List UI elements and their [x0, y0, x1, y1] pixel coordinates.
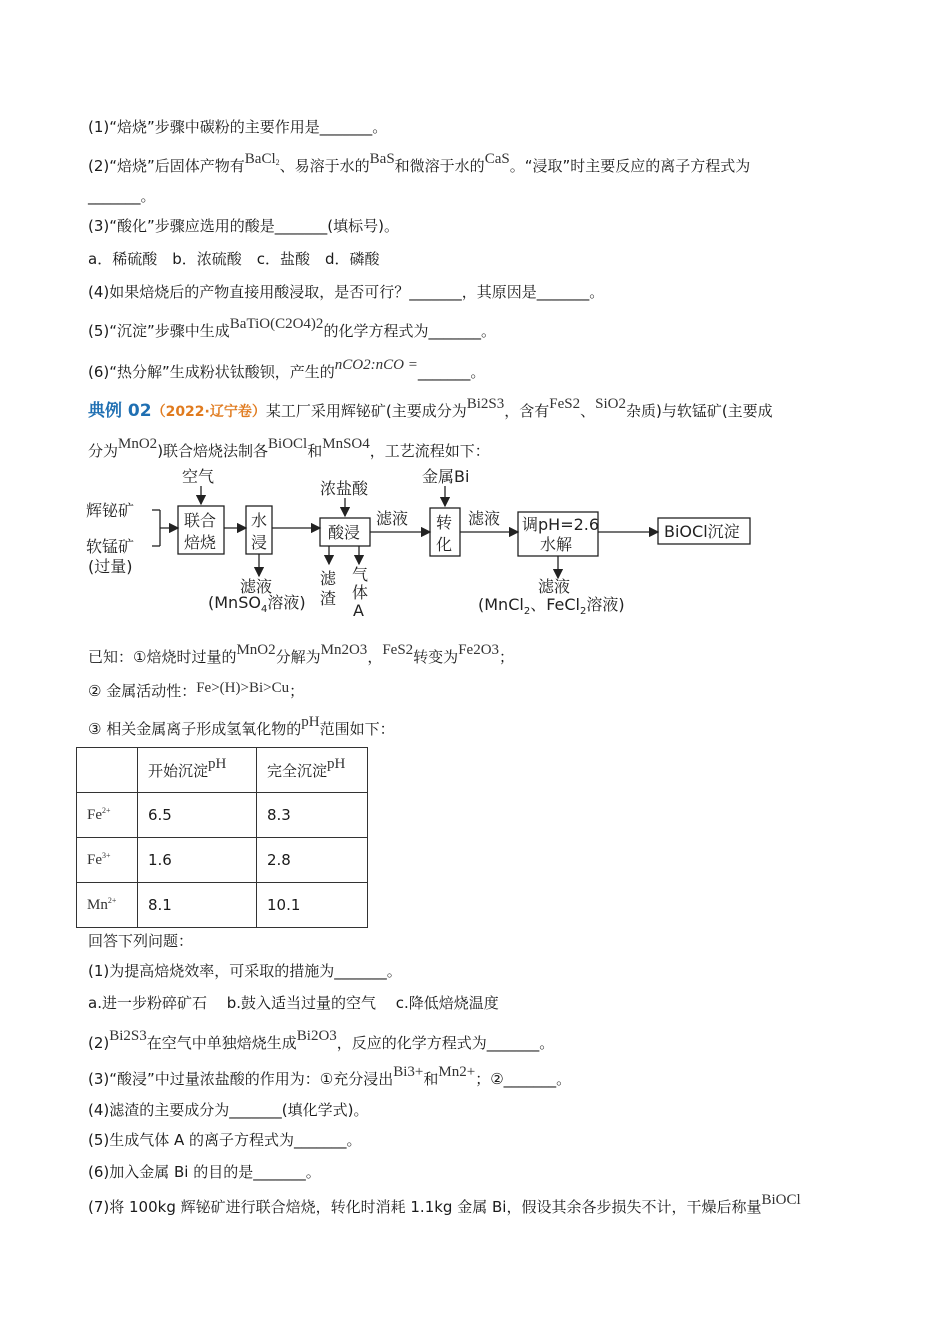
table-corner — [77, 748, 138, 793]
question-2: (2)“焙烧”后固体产物有BaCl$_2$、易溶于水的BaS和微溶于水的CaS。“浸取”时主要反应的离子方程式为 — [88, 151, 751, 175]
table-cell-end: 10.1 — [257, 883, 368, 928]
formula-fes2-b: FeS2 — [382, 642, 414, 658]
formula-bi3: Bi3+ — [393, 1064, 424, 1080]
formula-mnso4: MnSO4 — [322, 436, 370, 452]
question-3: (3)“酸化”步骤应选用的酸是_______(填标号)。 — [88, 217, 399, 235]
table-header-end: 完全沉淀pH — [257, 748, 368, 793]
q-7: (7)将 100kg 辉铋矿进行联合焙烧，转化时消耗 1.1kg 金属 Bi，假设其余各步损失不计，干燥后称量BiOCl — [88, 1192, 801, 1216]
question-2-blank: _______。 — [88, 187, 156, 205]
q-1-options: a.进一步粉碎矿石 b.鼓入适当过量的空气 c.降低焙烧温度 — [88, 994, 499, 1012]
flow-filtrate-3-formula: (MnCl$_2$、FeCl$_2$溶液) — [478, 595, 625, 617]
q-6: (6)加入金属 Bi 的目的是_______。 — [88, 1163, 321, 1181]
flow-filtrate-1: 滤液 — [240, 577, 273, 596]
question-6: (6)“热分解”生成粉状钛酸钡，产生的nCO2:nCO =_______。 — [88, 357, 486, 381]
flow-hcl: 浓盐酸 — [320, 479, 369, 498]
flow-gas-2: 体 — [352, 583, 369, 602]
known-2: ② 金属活动性：Fe>(H)>Bi>Cu； — [88, 680, 305, 700]
flow-ore-bismuthinite: 辉铋矿 — [86, 501, 135, 520]
questions-intro: 回答下列问题： — [88, 932, 194, 950]
q-2: (2)Bi2S3在空气中单独焙烧生成Bi2O3，反应的化学方程式为_______。 — [88, 1028, 555, 1052]
table-cell-end: 8.3 — [257, 793, 368, 838]
formula-biocl-b: BiOCl — [761, 1192, 801, 1208]
table-cell-start: 6.5 — [138, 793, 257, 838]
flow-ph: 调pH=2.6 — [522, 515, 600, 534]
formula-ratio: nCO2:nCO = — [334, 357, 418, 373]
flow-filtrate-label: 滤液 — [376, 509, 409, 528]
table-ion: $Mn^{2+}$ — [77, 883, 138, 928]
question-3-options: a．稀硫酸 b．浓硫酸 c．盐酸 d．磷酸 — [88, 250, 380, 268]
flow-filtrate-3: 滤液 — [538, 577, 571, 596]
formula-bi2s3: Bi2S3 — [466, 396, 505, 412]
flow-product: BiOCl沉淀 — [664, 522, 740, 541]
example-source: （2022·辽宁卷） — [151, 404, 266, 420]
formula-fes2: FeS2 — [549, 396, 581, 412]
formula-sio2: SiO2 — [595, 396, 626, 412]
table-ion: $Fe^{2+}$ — [77, 793, 138, 838]
flow-residue-2: 渣 — [320, 589, 337, 608]
formula-activity: Fe>(H)>Bi>Cu — [196, 680, 290, 696]
flow-ore-excess: (过量) — [88, 557, 133, 576]
question-1: (1)“焙烧”步骤中碳粉的主要作用是_______。 — [88, 118, 388, 136]
flow-hydrolysis: 水解 — [540, 535, 573, 554]
known-3: ③ 相关金属离子形成氢氧化物的pH范围如下： — [88, 714, 395, 738]
table-cell-start: 8.1 — [138, 883, 257, 928]
q-5: (5)生成气体 A 的离子方程式为_______。 — [88, 1131, 362, 1149]
ph-table — [76, 747, 368, 928]
flow-roast-2: 焙烧 — [184, 533, 217, 552]
flow-leach-2: 浸 — [251, 533, 268, 552]
formula-mno2: MnO2 — [118, 436, 158, 452]
known-1: 已知：①焙烧时过量的MnO2分解为Mn2O3，FeS2转变为Fe2O3； — [88, 642, 515, 666]
table-row — [77, 793, 368, 838]
formula-ph: pH — [301, 714, 320, 730]
table-row — [77, 838, 368, 883]
table-header-start: 开始沉淀pH — [138, 748, 257, 793]
formula-mno2-b: MnO2 — [236, 642, 276, 658]
table-cell-end: 2.8 — [257, 838, 368, 883]
formula-cas: CaS — [484, 151, 510, 167]
table-header-row — [77, 748, 368, 793]
flow-conv-1: 转 — [436, 513, 453, 532]
flow-ore-pyrolusite: 软锰矿 — [86, 537, 135, 556]
formula-biocl: BiOCl — [268, 436, 308, 452]
flow-acid-leach: 酸浸 — [328, 523, 361, 542]
flow-filtrate-2: 滤液 — [468, 509, 501, 528]
example-label: 典例 02 — [88, 401, 152, 421]
formula-bi2s3-b: Bi2S3 — [109, 1028, 147, 1044]
q-3: (3)“酸浸”中过量浓盐酸的作用为：①充分浸出Bi3+和Mn2+；②_______。 — [88, 1064, 572, 1088]
formula-fe2o3: Fe2O3 — [458, 642, 500, 658]
flow-air: 空气 — [182, 467, 215, 486]
flow-gas-1: 气 — [352, 565, 369, 584]
flow-residue-1: 滤 — [320, 569, 337, 588]
flow-metal-bi: 金属Bi — [422, 467, 470, 486]
formula-mn2o3: Mn2O3 — [320, 642, 368, 658]
process-flow-diagram — [80, 462, 770, 622]
formula-mn2: Mn2+ — [438, 1064, 476, 1080]
formula-batio: BaTiO(C2O4)2 — [229, 316, 324, 332]
table-row — [77, 883, 368, 928]
formula-bacl2: BaCl$_2$ — [244, 151, 280, 167]
flow-leach-1: 水 — [251, 511, 268, 530]
example-intro-2: 分为MnO2)联合焙烧法制各BiOCl和MnSO4，工艺流程如下： — [88, 436, 490, 460]
question-5: (5)“沉淀”步骤中生成BaTiO(C2O4)2的化学方程式为_______。 — [88, 316, 496, 340]
formula-bas: BaS — [369, 151, 395, 167]
flow-filtrate-1-formula: (MnSO$_4$溶液) — [208, 593, 306, 615]
q-4: (4)滤渣的主要成分为_______(填化学式)。 — [88, 1101, 369, 1119]
flow-conv-2: 化 — [436, 535, 453, 554]
example-intro: 典例 02（2022·辽宁卷）某工厂采用辉铋矿(主要成分为Bi2S3，含有FeS2、SiO2杂质)与软锰矿(主要成 — [88, 396, 773, 421]
table-ion: $Fe^{3+}$ — [77, 838, 138, 883]
table-cell-start: 1.6 — [138, 838, 257, 883]
q-1: (1)为提高焙烧效率，可采取的措施为_______。 — [88, 962, 402, 980]
flow-roast-1: 联合 — [184, 511, 217, 530]
flow-gas-3: A — [353, 601, 364, 620]
question-4: (4)如果焙烧后的产物直接用酸浸取，是否可行？_______，其原因是_______。 — [88, 283, 605, 301]
formula-bi2o3: Bi2O3 — [296, 1028, 337, 1044]
